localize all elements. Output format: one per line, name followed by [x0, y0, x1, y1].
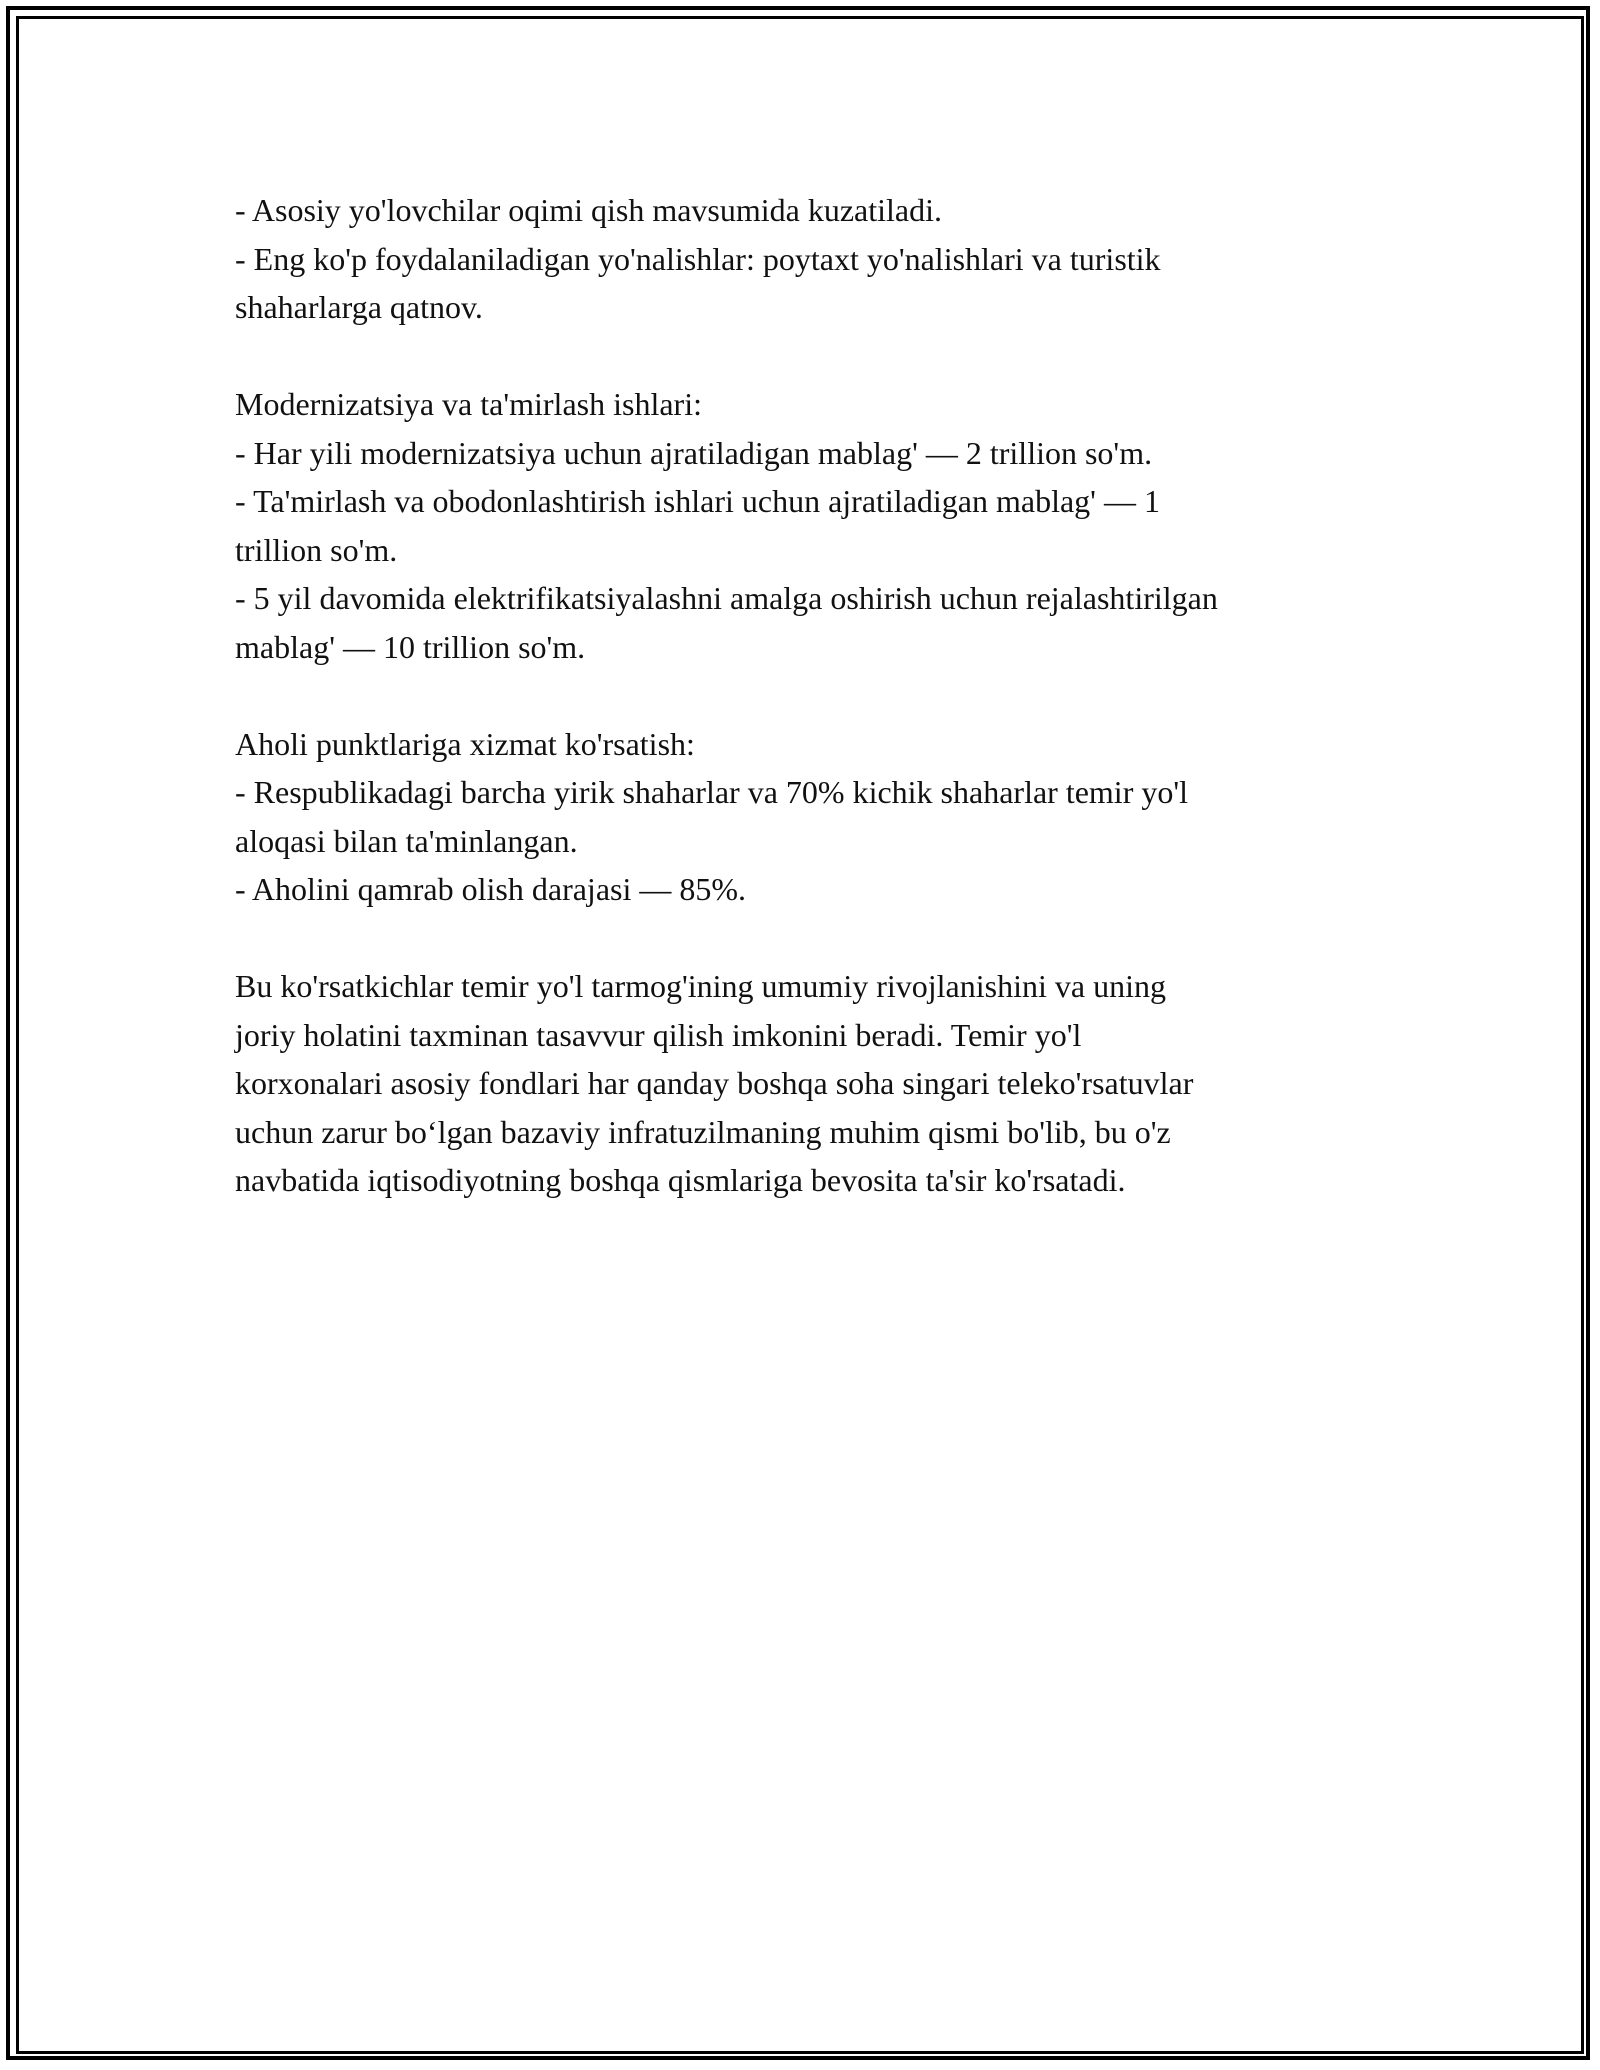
document-body: [235, 186, 1375, 1253]
text-line: - Respublikadagi barcha yirik shaharlar va 70% kichik shaharlar temir yo'l: [235, 774, 1188, 810]
section-heading: Aholi punktlariga xizmat ko'rsatish:: [235, 725, 695, 762]
text-line: - Har yili modernizatsiya uchun ajratiladigan mablag' — 2 trillion so'm.: [235, 434, 1153, 471]
text-line: - 5 yil davomida elektrifikatsiyalashni amalga oshirish uchun rejalashtirilgan: [235, 580, 1218, 616]
modernization-paragraph: [235, 380, 1375, 671]
text-line: - Ta'mirlash va obodonlashtirish ishlari uchun ajratiladigan mablag' — 1: [235, 483, 1160, 519]
text-line: trillion so'm.: [235, 531, 398, 568]
passenger-flow-paragraph: [235, 186, 1375, 332]
text-line: shaharlarga qatnov.: [235, 289, 483, 325]
text-line: uchun zarur bo‘lgan bazaviy infratuzilmaning muhim qismi bo'lib, bu o'z: [235, 1113, 1171, 1150]
text-line: mablag' — 10 trillion so'm.: [235, 628, 586, 665]
text-line: joriy holatini taxminan tasavvur qilish imkonini beradi. Temir yo'l: [235, 1016, 1082, 1053]
text-line: - Aholini qamrab olish darajasi — 85%.: [235, 871, 747, 907]
text-line: - Eng ko'p foydalaniladigan yo'nalishlar: poytaxt yo'nalishlari va turistik: [235, 240, 1161, 277]
text-line: navbatida iqtisodiyotning boshqa qismlariga bevosita ta'sir ko'rsatadi.: [235, 1162, 1126, 1198]
section-heading: Modernizatsiya va ta'mirlash ishlari:: [235, 386, 702, 422]
text-line: korxonalari asosiy fondlari har qanday boshqa soha singari teleko'rsatuvlar: [235, 1065, 1194, 1101]
conclusion-paragraph: [235, 962, 1375, 1205]
text-line: - Asosiy yo'lovchilar oqimi qish mavsumida kuzatiladi.: [235, 192, 943, 228]
text-line: aloqasi bilan ta'minlangan.: [235, 822, 578, 859]
text-line: Bu ko'rsatkichlar temir yo'l tarmog'ining umumiy rivojlanishini va uning: [235, 968, 1166, 1004]
population-service-paragraph: [235, 720, 1375, 914]
